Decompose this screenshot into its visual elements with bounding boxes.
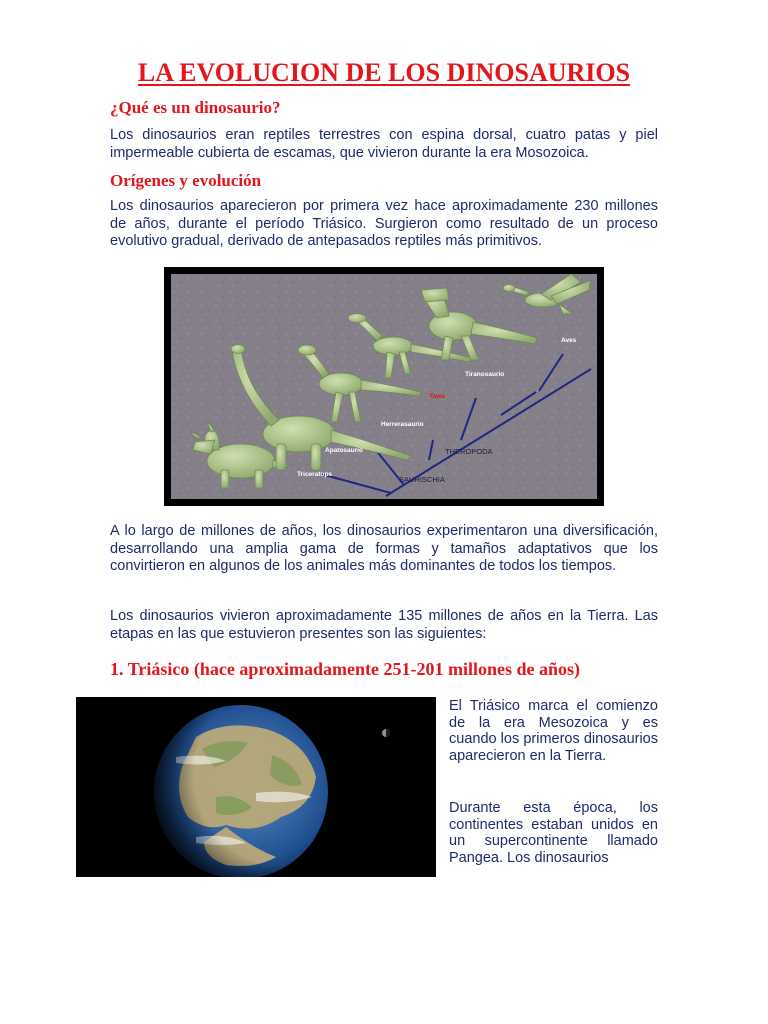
dinosaur-evolution-figure (164, 267, 604, 506)
triasico-text-2: Durante esta época, los continentes estaban unidos en un supercontinente llamado Pangea. Los dinosaurios (449, 800, 658, 866)
page-title: LA EVOLUCION DE LOS DINOSAURIOS (137, 58, 631, 87)
paragraph-etapas: Los dinosaurios vivieron aproximadamente 135 millones de años en la Tierra. Las etapas en las que estuvieron presentes son las siguientes: (110, 608, 658, 642)
section-heading-que-es: ¿Qué es un dinosaurio? (110, 98, 281, 117)
label-tiranosaurio: Tiranosaurio (465, 371, 505, 378)
paragraph-diversificacion: A lo largo de millones de años, los dinosaurios experimentaron una diversificación, desarrollando una amplia gama de formas y tamaños adaptativos que los convirtieron en algunos de los animales más dominantes de todos los tiempos. (110, 523, 658, 574)
label-theropoda: THEROPODA (445, 447, 493, 456)
label-triceratops: Triceratops (297, 471, 333, 478)
dinosaur-cladogram-illustration (171, 274, 597, 499)
pangea-earth-image (76, 697, 436, 877)
label-saurischia: SAURISCHIA (399, 475, 445, 484)
section-heading-origenes: Orígenes y evolución (110, 171, 262, 190)
label-aves: Aves (561, 337, 577, 344)
earth-illustration (76, 697, 436, 877)
triasico-text-1: El Triásico marca el comienzo de la era Mesozoica y es cuando los primeros dinosaurios aparecieron en la Tierra. (449, 698, 658, 764)
label-herrerasaurio: Herrerasaurio (381, 421, 424, 428)
section-text-origenes: Los dinosaurios aparecieron por primera vez hace aproximadamente 230 millones de años, durante el período Triásico. Surgieron como resultado de un proceso evolutivo gradual, derivado de antepasados reptiles más primitivos. (110, 198, 658, 249)
section-text-que-es: Los dinosaurios eran reptiles terrestres con espina dorsal, cuatro patas y piel impermeable cubierta de escamas, que vivieron durante la era Mosozoica. (110, 127, 658, 161)
section-heading-triasico: 1. Triásico (hace aproximadamente 251-201 millones de años) (110, 659, 580, 679)
label-apatosaurio: Apatosaurio (325, 447, 363, 454)
label-tawa: Tawa (429, 393, 445, 400)
